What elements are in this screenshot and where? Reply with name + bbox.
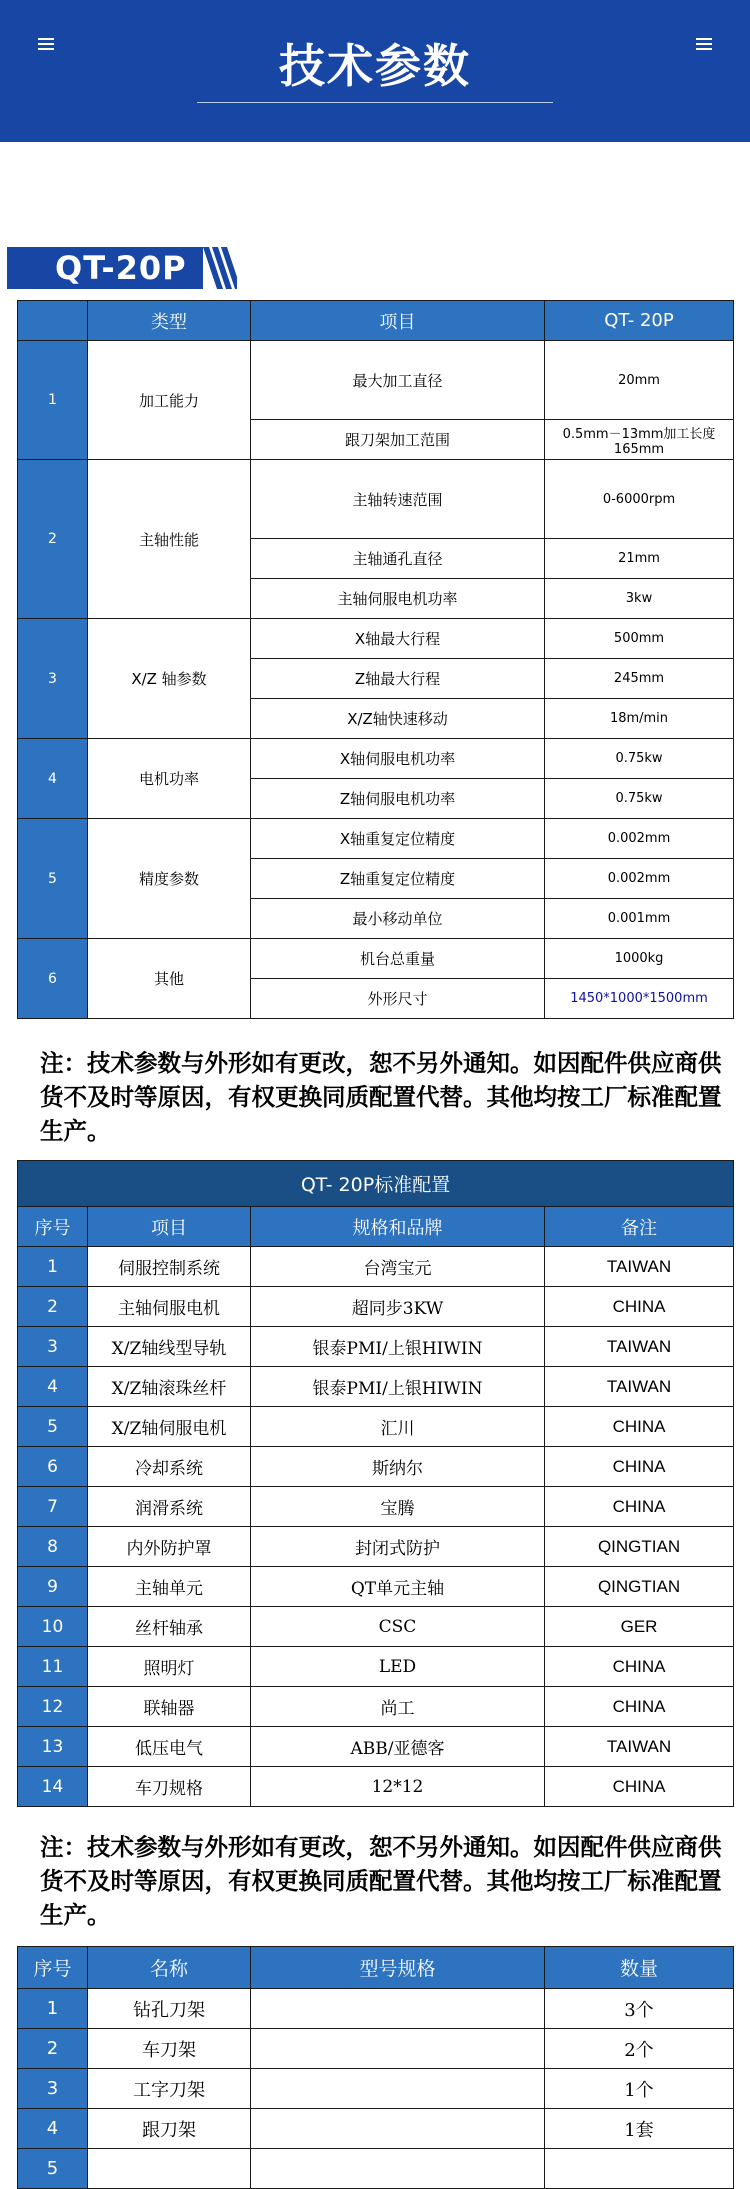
- model-spec: [251, 2109, 545, 2149]
- table-row: [18, 1287, 734, 1327]
- std-caption-row: [18, 1161, 734, 1207]
- spec-item-value: 20mm: [545, 341, 734, 420]
- spec-item-name: 机台总重量: [251, 939, 545, 979]
- table-row: [18, 1989, 734, 2029]
- table-row: [18, 739, 734, 779]
- item-name: [88, 2149, 251, 2189]
- spec-brand: 封闭式防护: [251, 1527, 545, 1567]
- page-title: 技术参数: [279, 39, 471, 93]
- column-header-3: 数量: [545, 1947, 734, 1989]
- table-row: [18, 1687, 734, 1727]
- quantity: [545, 2149, 734, 2189]
- spec-brand: 银泰PMI/上银HIWIN: [251, 1367, 545, 1407]
- item-name: 钻孔刀架: [88, 1989, 251, 2029]
- spec-item-value: 0.75kw: [545, 779, 734, 819]
- spec-item-name: X轴最大行程: [251, 619, 545, 659]
- spec-brand: LED: [251, 1647, 545, 1687]
- row-number: 3: [18, 1327, 88, 1367]
- remark: CHINA: [545, 1407, 734, 1447]
- spec-item-value: 0.002mm: [545, 859, 734, 899]
- row-number: 12: [18, 1687, 88, 1727]
- spec-item-value: 0-6000rpm: [545, 460, 734, 539]
- table-row: [18, 1367, 734, 1407]
- note-text-1: 注：技术参数与外形如有更改，恕不另外通知。如因配件供应商供货不及时等原因，有权更换同质配置代替。其他均按工厂标准配置生产。: [40, 1049, 722, 1145]
- item-name: 内外防护罩: [88, 1527, 251, 1567]
- spec-item-value: 1450*1000*1500mm: [545, 979, 734, 1019]
- title-underline: [197, 102, 553, 103]
- item-name: 主轴单元: [88, 1567, 251, 1607]
- row-number: 5: [18, 2149, 88, 2189]
- spec-item-name: X/Z轴快速移动: [251, 699, 545, 739]
- remark: TAIWAN: [545, 1367, 734, 1407]
- column-header-1: 类型: [88, 301, 251, 341]
- item-name: 车刀规格: [88, 1767, 251, 1807]
- row-number: 2: [18, 2029, 88, 2069]
- model-spec: [251, 1989, 545, 2029]
- table-row: [18, 460, 734, 539]
- item-name: 工字刀架: [88, 2069, 251, 2109]
- table-row: [18, 1727, 734, 1767]
- remark: TAIWAN: [545, 1727, 734, 1767]
- quantity: 3个: [545, 1989, 734, 2029]
- spec-table: [17, 300, 734, 1019]
- row-number: 10: [18, 1607, 88, 1647]
- table-row: [18, 2069, 734, 2109]
- table-row: [18, 1327, 734, 1367]
- table-row: [18, 2029, 734, 2069]
- row-number: 3: [18, 2069, 88, 2109]
- quantity: 1个: [545, 2069, 734, 2109]
- model-spec: [251, 2069, 545, 2109]
- std-caption: QT- 20P标准配置: [18, 1161, 734, 1207]
- spec-item-value: 500mm: [545, 619, 734, 659]
- column-header-1: 名称: [88, 1947, 251, 1989]
- spec-brand: 尚工: [251, 1687, 545, 1727]
- remark: CHINA: [545, 1487, 734, 1527]
- row-number: 2: [18, 1287, 88, 1327]
- spec-item-name: Z轴最大行程: [251, 659, 545, 699]
- column-header-0: 序号: [18, 1207, 88, 1247]
- item-name: 车刀架: [88, 2029, 251, 2069]
- column-header-2: 型号规格: [251, 1947, 545, 1989]
- item-name: 跟刀架: [88, 2109, 251, 2149]
- spec-item-name: 主轴转速范围: [251, 460, 545, 539]
- accessory-table: [17, 1946, 734, 2189]
- model-spec: [251, 2029, 545, 2069]
- group-type: 精度参数: [88, 819, 251, 939]
- column-header-2: 规格和品牌: [251, 1207, 545, 1247]
- table-row: [18, 1407, 734, 1447]
- acc-header-row: [18, 1947, 734, 1989]
- spec-item-value: 245mm: [545, 659, 734, 699]
- row-number: 1: [18, 1247, 88, 1287]
- quantity: 1套: [545, 2109, 734, 2149]
- table-row: [18, 1527, 734, 1567]
- table-row: [18, 1607, 734, 1647]
- row-number: 11: [18, 1647, 88, 1687]
- table-row: [18, 1567, 734, 1607]
- spec-brand: QT单元主轴: [251, 1567, 545, 1607]
- table-row: [18, 1767, 734, 1807]
- spec-item-value: 0.002mm: [545, 819, 734, 859]
- group-type: 主轴性能: [88, 460, 251, 619]
- column-header-3: 备注: [545, 1207, 734, 1247]
- group-number: 3: [18, 619, 88, 739]
- spec-brand: 台湾宝元: [251, 1247, 545, 1287]
- spec-item-name: 主轴伺服电机功率: [251, 579, 545, 619]
- spec-item-name: X轴重复定位精度: [251, 819, 545, 859]
- column-header-1: 项目: [88, 1207, 251, 1247]
- remark: CHINA: [545, 1287, 734, 1327]
- spec-brand: 银泰PMI/上银HIWIN: [251, 1327, 545, 1367]
- page-header: [0, 0, 750, 142]
- spec-brand: 汇川: [251, 1407, 545, 1447]
- table-row: [18, 1247, 734, 1287]
- spec-item-value: 0.5mm－13mm加工长度165mm: [545, 420, 734, 460]
- spec-brand: CSC: [251, 1607, 545, 1647]
- table-row: [18, 939, 734, 979]
- column-header-3: QT- 20P: [545, 301, 734, 341]
- spec-item-value: 0.001mm: [545, 899, 734, 939]
- remark: TAIWAN: [545, 1327, 734, 1367]
- standard-config-table: [17, 1160, 734, 1807]
- remark: QINGTIAN: [545, 1567, 734, 1607]
- column-header-0: 序号: [18, 1947, 88, 1989]
- item-name: X/Z轴滚珠丝杆: [88, 1367, 251, 1407]
- item-name: X/Z轴伺服电机: [88, 1407, 251, 1447]
- spec-item-name: 最大加工直径: [251, 341, 545, 420]
- item-name: 照明灯: [88, 1647, 251, 1687]
- menu-icon-right[interactable]: [696, 38, 712, 50]
- spec-item-value: 21mm: [545, 539, 734, 579]
- item-name: 主轴伺服电机: [88, 1287, 251, 1327]
- group-number: 4: [18, 739, 88, 819]
- slash-stripes-icon: [203, 247, 237, 289]
- column-header-2: 项目: [251, 301, 545, 341]
- item-name: 冷却系统: [88, 1447, 251, 1487]
- group-number: 5: [18, 819, 88, 939]
- table-row: [18, 619, 734, 659]
- group-type: 电机功率: [88, 739, 251, 819]
- row-number: 4: [18, 1367, 88, 1407]
- item-name: 丝杆轴承: [88, 1607, 251, 1647]
- group-type: X/Z 轴参数: [88, 619, 251, 739]
- table-row: [18, 1447, 734, 1487]
- row-number: 8: [18, 1527, 88, 1567]
- spec-item-name: 主轴通孔直径: [251, 539, 545, 579]
- column-header-0: [18, 301, 88, 341]
- remark: CHINA: [545, 1687, 734, 1727]
- std-header-row: [18, 1207, 734, 1247]
- spec-brand: 宝腾: [251, 1487, 545, 1527]
- note-text-2: 注：技术参数与外形如有更改，恕不另外通知。如因配件供应商供货不及时等原因，有权更换同质配置代替。其他均按工厂标准配置生产。: [40, 1833, 722, 1929]
- spec-brand: 超同步3KW: [251, 1287, 545, 1327]
- remark: CHINA: [545, 1447, 734, 1487]
- item-name: 伺服控制系统: [88, 1247, 251, 1287]
- group-type: 加工能力: [88, 341, 251, 460]
- spec-item-name: Z轴伺服电机功率: [251, 779, 545, 819]
- group-number: 1: [18, 341, 88, 460]
- spec-item-name: Z轴重复定位精度: [251, 859, 545, 899]
- spec-item-value: 18m/min: [545, 699, 734, 739]
- model-label: QT-20P: [7, 247, 203, 289]
- model-banner: [7, 247, 237, 289]
- row-number: 7: [18, 1487, 88, 1527]
- spec-brand: ABB/亚德客: [251, 1727, 545, 1767]
- spec-header-row: [18, 301, 734, 341]
- table-row: [18, 1647, 734, 1687]
- spec-item-value: 1000kg: [545, 939, 734, 979]
- spec-item-value: 3kw: [545, 579, 734, 619]
- remark: TAIWAN: [545, 1247, 734, 1287]
- row-number: 1: [18, 1989, 88, 2029]
- item-name: 低压电气: [88, 1727, 251, 1767]
- item-name: X/Z轴线型导轨: [88, 1327, 251, 1367]
- row-number: 13: [18, 1727, 88, 1767]
- spec-item-value: 0.75kw: [545, 739, 734, 779]
- table-row: [18, 1487, 734, 1527]
- item-name: 润滑系统: [88, 1487, 251, 1527]
- remark: QINGTIAN: [545, 1527, 734, 1567]
- spec-item-name: 跟刀架加工范围: [251, 420, 545, 460]
- spec-item-name: X轴伺服电机功率: [251, 739, 545, 779]
- row-number: 4: [18, 2109, 88, 2149]
- table-row: [18, 2109, 734, 2149]
- row-number: 14: [18, 1767, 88, 1807]
- group-type: 其他: [88, 939, 251, 1019]
- spec-item-name: 外形尺寸: [251, 979, 545, 1019]
- table-row: [18, 341, 734, 420]
- model-spec: [251, 2149, 545, 2189]
- group-number: 2: [18, 460, 88, 619]
- group-number: 6: [18, 939, 88, 1019]
- spec-item-name: 最小移动单位: [251, 899, 545, 939]
- row-number: 9: [18, 1567, 88, 1607]
- spec-brand: 12*12: [251, 1767, 545, 1807]
- table-row: [18, 2149, 734, 2189]
- item-name: 联轴器: [88, 1687, 251, 1727]
- table-row: [18, 819, 734, 859]
- row-number: 6: [18, 1447, 88, 1487]
- quantity: 2个: [545, 2029, 734, 2069]
- remark: CHINA: [545, 1767, 734, 1807]
- remark: CHINA: [545, 1647, 734, 1687]
- remark: GER: [545, 1607, 734, 1647]
- row-number: 5: [18, 1407, 88, 1447]
- spec-brand: 斯纳尔: [251, 1447, 545, 1487]
